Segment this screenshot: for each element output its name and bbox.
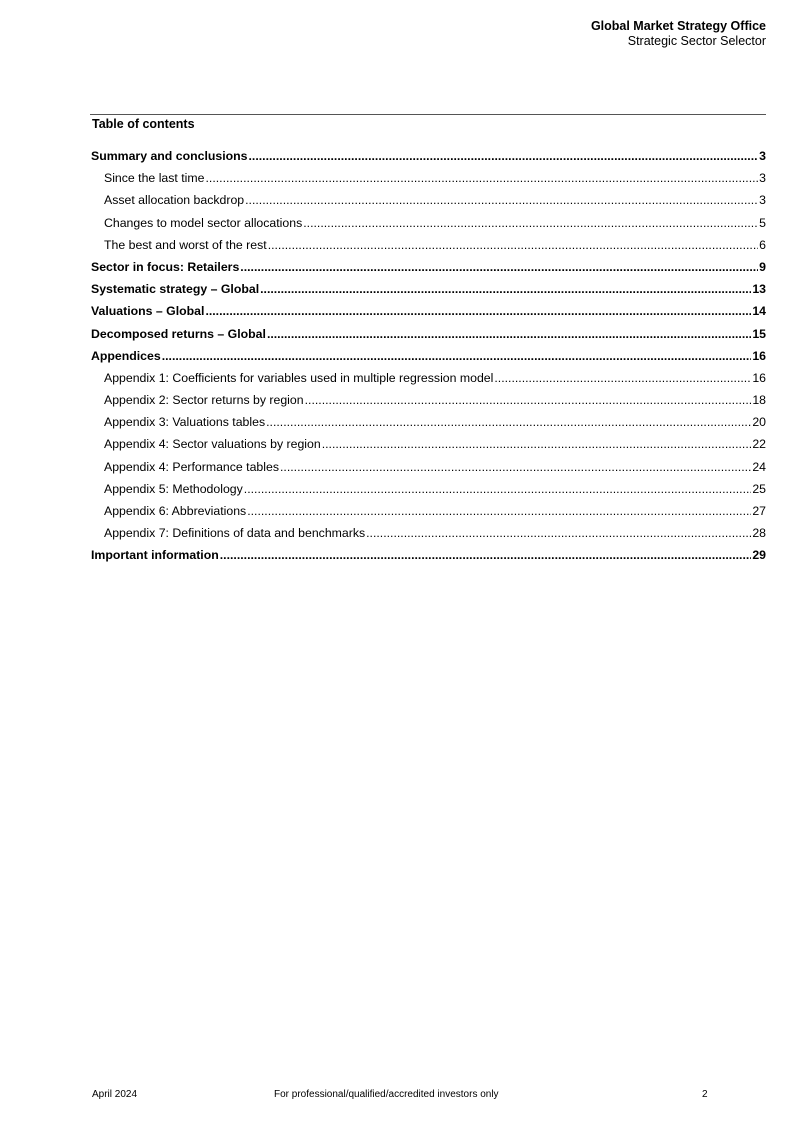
toc-entry[interactable] (91, 367, 766, 389)
table-of-contents (91, 145, 766, 567)
toc-entry[interactable] (91, 544, 766, 566)
toc-entry-page: 16 (752, 370, 766, 385)
toc-entry[interactable] (91, 256, 766, 278)
toc-leader-dots (220, 544, 752, 566)
toc-leader-dots (280, 456, 751, 478)
toc-entry-label: Appendix 6: Abbreviations (104, 504, 247, 518)
toc-entry[interactable] (91, 145, 766, 167)
toc-entry-label: Asset allocation backdrop (104, 193, 245, 208)
toc-entry[interactable] (91, 411, 766, 433)
toc-entry-label: Important information (91, 548, 219, 563)
toc-leader-dots (245, 189, 758, 211)
toc-entry[interactable] (91, 300, 766, 322)
toc-entry-label: Appendix 4: Performance tables (104, 459, 279, 474)
toc-leader-dots (494, 367, 751, 389)
toc-entry-page: 20 (752, 415, 766, 430)
toc-entry-page: 28 (752, 526, 766, 541)
toc-leader-dots (303, 212, 758, 234)
header-divider (90, 114, 766, 115)
toc-title: Table of contents (92, 117, 195, 131)
toc-leader-dots (247, 500, 751, 522)
toc-entry[interactable] (91, 389, 766, 411)
toc-entry[interactable] (91, 167, 766, 189)
toc-entry-label: Systematic strategy – Global (91, 282, 260, 297)
toc-entry[interactable] (91, 522, 766, 544)
toc-entry-label: Valuations – Global (91, 304, 205, 319)
toc-entry[interactable] (91, 345, 766, 367)
toc-entry-page: 6 (759, 237, 766, 252)
toc-entry-label: Changes to model sector allocations (104, 215, 303, 230)
toc-leader-dots (266, 411, 751, 433)
toc-entry-page: 9 (759, 259, 766, 274)
toc-entry-page: 13 (752, 282, 766, 297)
toc-entry-page: 24 (752, 459, 766, 474)
toc-leader-dots (162, 345, 752, 367)
toc-leader-dots (267, 323, 751, 345)
toc-entry-page: 25 (752, 481, 766, 496)
toc-entry-label: Appendix 7: Definitions of data and benchmarks (104, 526, 366, 541)
toc-entry-label: The best and worst of the rest (104, 237, 267, 252)
toc-entry-page: 5 (759, 215, 766, 230)
toc-entry-page: 14 (752, 304, 766, 319)
toc-entry[interactable] (91, 234, 766, 256)
report-subtitle: Strategic Sector Selector (627, 34, 766, 48)
toc-entry-page: 3 (759, 149, 766, 163)
toc-leader-dots (240, 256, 758, 278)
toc-entry[interactable] (91, 500, 766, 522)
toc-entry-page: 3 (759, 193, 766, 208)
toc-entry-page: 27 (752, 504, 766, 518)
toc-entry-page: 22 (752, 437, 766, 452)
toc-leader-dots (205, 300, 751, 322)
toc-entry-page: 18 (752, 393, 766, 408)
toc-entry-page: 3 (759, 171, 766, 186)
toc-leader-dots (305, 389, 752, 411)
footer-disclaimer: For professional/qualified/accredited investors only (274, 1089, 499, 1100)
toc-entry-label: Appendix 3: Valuations tables (104, 415, 266, 430)
toc-entry-label: Appendices (91, 348, 161, 363)
toc-entry[interactable] (91, 189, 766, 211)
toc-entry-label: Appendix 1: Coefficients for variables used in multiple regression model (104, 370, 494, 385)
toc-leader-dots (322, 433, 752, 455)
toc-entry[interactable] (91, 278, 766, 300)
toc-leader-dots (249, 145, 759, 167)
toc-entry-page: 15 (752, 326, 766, 341)
toc-entry-label: Appendix 5: Methodology (104, 481, 243, 496)
footer-page-number: 2 (702, 1089, 708, 1100)
toc-entry[interactable] (91, 433, 766, 455)
toc-entry-page: 16 (752, 348, 766, 363)
toc-entry-label: Appendix 4: Sector valuations by region (104, 437, 321, 452)
toc-leader-dots (244, 478, 752, 500)
toc-entry-page: 29 (752, 548, 766, 563)
toc-entry[interactable] (91, 323, 766, 345)
office-name: Global Market Strategy Office (590, 19, 766, 33)
toc-leader-dots (268, 234, 758, 256)
toc-entry-label: Sector in focus: Retailers (91, 259, 240, 274)
page-header (591, 19, 766, 49)
toc-entry-label: Since the last time (104, 171, 205, 186)
toc-entry-label: Decomposed returns – Global (91, 326, 266, 341)
footer-date: April 2024 (92, 1089, 138, 1100)
toc-entry[interactable] (91, 456, 766, 478)
toc-leader-dots (260, 278, 751, 300)
toc-entry[interactable] (91, 212, 766, 234)
toc-leader-dots (205, 167, 758, 189)
toc-entry[interactable] (91, 478, 766, 500)
toc-entry-label: Appendix 2: Sector returns by region (104, 393, 304, 408)
toc-entry-label: Summary and conclusions (91, 149, 248, 163)
toc-leader-dots (366, 522, 751, 544)
